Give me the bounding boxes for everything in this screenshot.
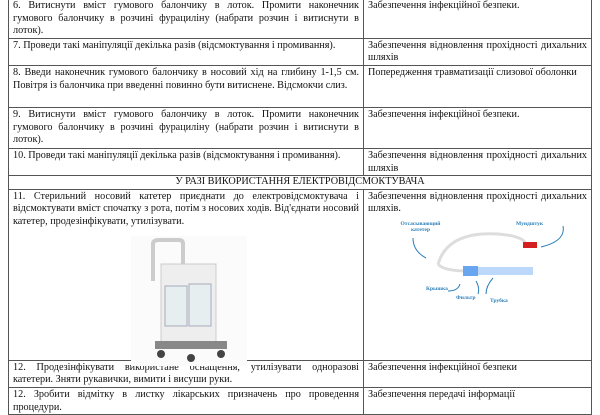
table-row xyxy=(9,107,592,148)
reason-cell: Забезпечення передачі інформації xyxy=(364,387,592,414)
reason-cell xyxy=(364,189,592,360)
electric-suction-machine-image xyxy=(131,236,247,366)
step-text: 11. Стерильний носовий катетер приєднати до електровідсмоктувача і відсмоктувати вміст спочатку з рота, потім з носових ходів. Від'єднати носовий катетер, продезінфікувати, утилізувати. xyxy=(13,190,359,227)
reason-cell: Забезпечення інфекційної безпеки. xyxy=(364,0,592,38)
table-row xyxy=(9,387,592,414)
table-row xyxy=(9,148,592,175)
section-header: У РАЗІ ВИКОРИСТАННЯ ЕЛЕКТРОВІДСМОКТУВАЧА xyxy=(9,176,592,190)
table-row xyxy=(9,360,592,387)
step-cell: 6. Витиснути вміст гумового балончику в лоток. Промити наконечник гумового балончику в розчині фурациліну (набрати розчин і витиснути в лоток). xyxy=(9,0,364,38)
procedure-table xyxy=(8,0,592,415)
cap-label: Крышка xyxy=(426,285,448,292)
filter-label: Фильтр xyxy=(456,294,476,301)
step-cell: 9. Витиснути вміст гумового балончику в лоток. Промити наконечник гумового балончику в розчині фурациліну (набрати розчин і витиснути в лоток). xyxy=(9,107,364,148)
step-cell xyxy=(9,189,364,360)
table-row xyxy=(9,38,592,65)
table-row xyxy=(9,65,592,107)
reason-cell: Забезпечення відновлення прохідності дихальних шляхів xyxy=(364,38,592,65)
step-cell: 12. Продезінфікувати використане оснащення, утилізувати одноразові катетери. Зняти рукавички, вимити і висуши руки. xyxy=(9,360,364,387)
step-cell: 8. Введи наконечник гумового балончику в носовий хід на глибину 1-1,5 см. Повітря із балончика при введенні повинно бути витиснене. Відсмокчи слиз. xyxy=(9,65,364,107)
reason-cell: Забезпечення відновлення прохідності дихальних шляхів xyxy=(364,148,592,175)
section-header-row xyxy=(9,176,592,190)
reason-cell: Забезпечення інфекційної безпеки xyxy=(364,360,592,387)
suction-catheter-diagram xyxy=(368,216,587,346)
step-cell: 12. Зробити відмітку в листку лікарських призначень про проведення процедури. xyxy=(9,387,364,414)
step-cell: 7. Проведи такі маніпуляції декілька разів (відсмоктування і промивання). xyxy=(9,38,364,65)
step-cell: 10. Проведи такі маніпуляції декілька разів (відсмоктування і промивання). xyxy=(9,148,364,175)
tube-label: Трубка xyxy=(490,297,508,304)
reason-text: Забезпечення відновлення прохідності дихальних шляхів. xyxy=(368,190,587,215)
table-row xyxy=(9,189,592,360)
reason-cell: Забезпечення інфекційної безпеки. xyxy=(364,107,592,148)
reason-cell: Попередження травматизації слизової оболонки xyxy=(364,65,592,107)
mouthpiece-label: Мундштук xyxy=(516,220,544,227)
catheter-label: Отсасывающий катетер xyxy=(400,220,441,233)
catheter-drawing xyxy=(368,216,590,346)
table-row xyxy=(9,0,592,38)
